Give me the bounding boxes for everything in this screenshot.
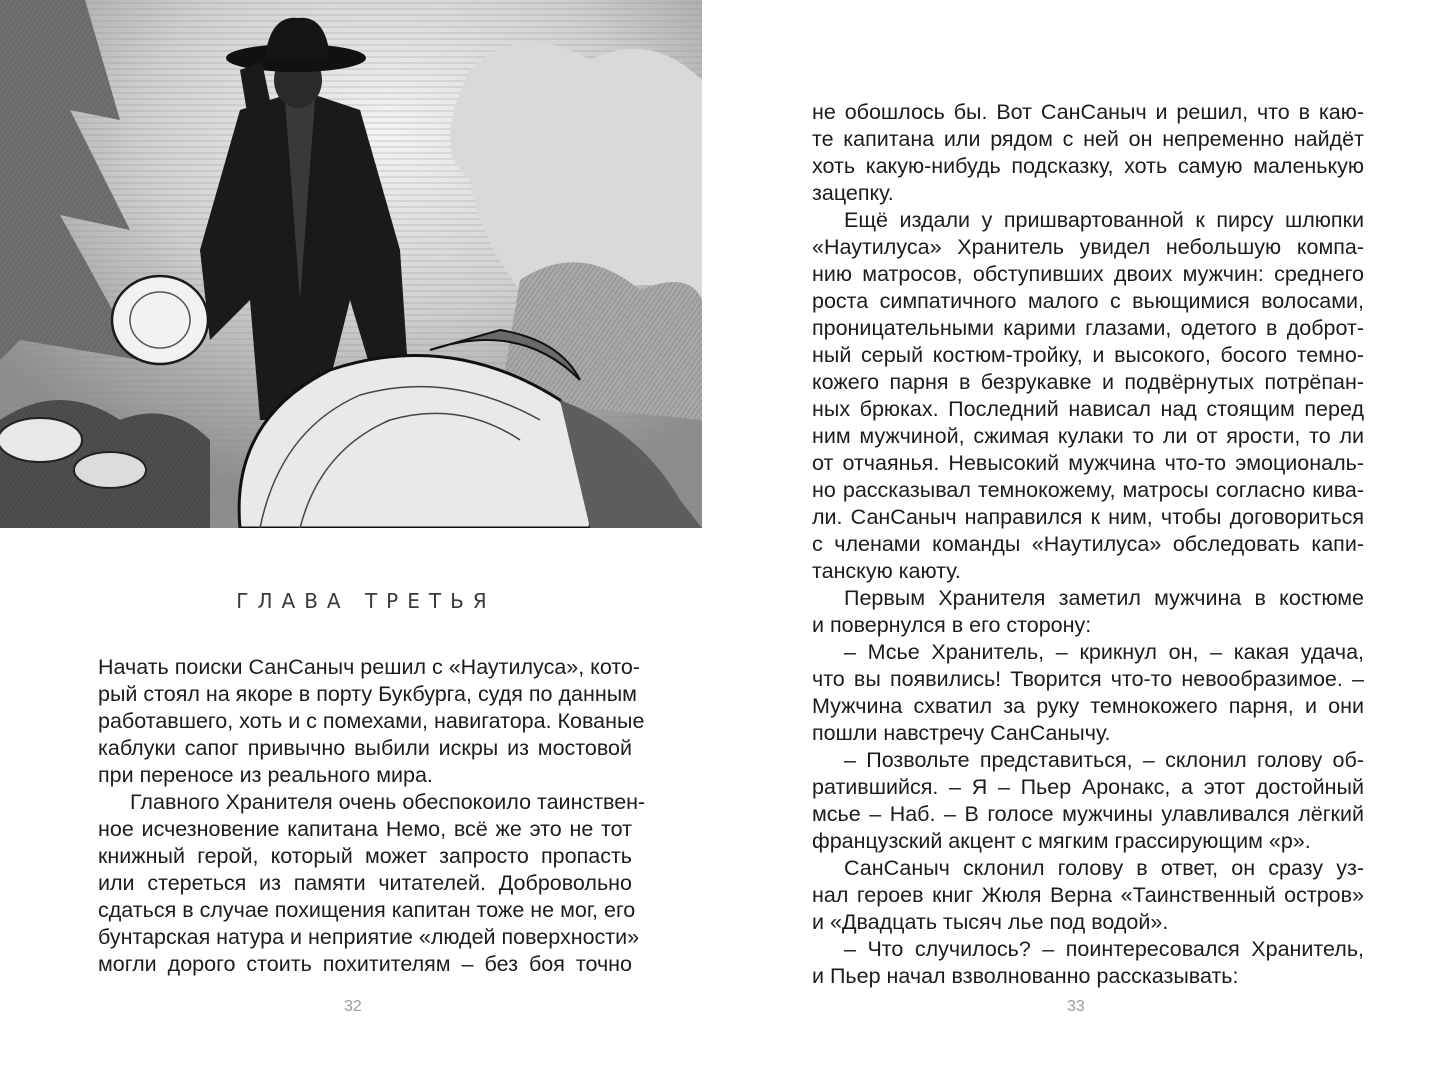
right-page bbox=[720, 0, 1440, 1080]
text-line: ный серый костюм-тройку, и высокого, босого темно- bbox=[812, 343, 1364, 367]
text-line: ное исчезновение капитана Немо, всё же это не тот bbox=[98, 817, 632, 841]
text-line: Мужчина схватил за руку темнокожего парня, и они bbox=[812, 694, 1364, 718]
text-line: от отчаянья. Невысокий мужчина что-то эмоциональ- bbox=[812, 451, 1364, 475]
text-line: работавшего, хоть и с помехами, навигатора. Кованые bbox=[98, 709, 645, 733]
text-line: и повернулся в его сторону: bbox=[812, 613, 1092, 637]
text-line: и «Двадцать тысяч лье под водой». bbox=[812, 910, 1169, 934]
text-line: зацепку. bbox=[812, 181, 894, 205]
text-line: те капитана или рядом с ней он непременно найдёт bbox=[812, 127, 1364, 151]
text-line: танскую каюту. bbox=[812, 559, 961, 583]
text-line: «Наутилуса» Хранитель увидел небольшую компа- bbox=[812, 235, 1364, 259]
text-line: пошли навстречу СанСанычу. bbox=[812, 721, 1111, 745]
text-line: – Что случилось? – поинтересовался Хранитель, bbox=[844, 937, 1364, 961]
text-line: нию матросов, обступивших двоих мужчин: среднего bbox=[812, 262, 1364, 286]
text-line: роста симпатичного малого с вьющимися волосами, bbox=[812, 289, 1364, 313]
chapter-illustration bbox=[0, 0, 702, 528]
text-line: нал героев книг Жюля Верна «Таинственный остров» bbox=[812, 883, 1364, 907]
text-line: что вы появились! Творится что-то невообразимое. – bbox=[812, 667, 1364, 691]
text-line: бунтарская натура и неприятие «людей поверхности» bbox=[98, 925, 640, 949]
chapter-title: ГЛАВА ТРЕТЬЯ bbox=[236, 588, 496, 613]
text-line: СанСаныч склонил голову в ответ, он сразу уз- bbox=[844, 856, 1364, 880]
text-line: Главного Хранителя очень обеспокоило таинствен- bbox=[130, 790, 646, 814]
text-line: проницательными карими глазами, одетого в доброт- bbox=[812, 316, 1364, 340]
text-line: Первым Хранителя заметил мужчина в костюме bbox=[844, 586, 1364, 610]
text-line: каблуки сапог привычно выбили искры из мостовой bbox=[98, 736, 632, 760]
text-line: ним мужчиной, сжимая кулаки то ли от ярости, то ли bbox=[812, 424, 1364, 448]
text-line: ратившийся. – Я – Пьер Аронакс, а этот достойный bbox=[812, 775, 1364, 799]
text-line: могли дорого стоить похитителям – без боя точно bbox=[98, 952, 632, 976]
text-line: хоть какую-нибудь подсказку, хоть самую маленькую bbox=[812, 154, 1364, 178]
text-line: кожего парня в безрукавке и подвёрнутых потрёпан- bbox=[812, 370, 1364, 394]
text-line: – Мсье Хранитель, – крикнул он, – какая удача, bbox=[844, 640, 1364, 664]
text-line: Ещё издали у пришвартованной к пирсу шлюпки bbox=[844, 208, 1364, 232]
left-body-text bbox=[98, 654, 646, 978]
text-line: ли. СанСаныч направился к ним, чтобы договориться bbox=[812, 505, 1364, 529]
page-number-left: 32 bbox=[344, 998, 362, 1015]
text-line: французский акцент с мягким грассирующим «р». bbox=[812, 829, 1311, 853]
text-line: ных брюках. Последний нависал над стоящим перед bbox=[812, 397, 1364, 421]
text-line: при переносе из реального мира. bbox=[98, 763, 433, 787]
text-line: сдаться в случае похищения капитан тоже не мог, его bbox=[98, 898, 636, 922]
text-line: но рассказывал темнокожему, матросы согласно кива- bbox=[812, 478, 1364, 502]
text-line: не обошлось бы. Вот СанСаныч и решил, что в каю- bbox=[812, 100, 1364, 124]
text-line: и Пьер начал взволнованно рассказывать: bbox=[812, 964, 1239, 988]
text-line: книжный герой, который может запросто пропасть bbox=[98, 844, 632, 868]
text-line: – Позвольте представиться, – склонил голову об- bbox=[844, 748, 1364, 772]
text-line: рый стоял на якоре в порту Букбурга, судя по данным bbox=[98, 682, 637, 706]
text-line: или стереться из памяти читателей. Добровольно bbox=[98, 871, 632, 895]
text-line: с членами команды «Наутилуса» обследовать капи- bbox=[812, 532, 1364, 556]
right-body-text bbox=[812, 99, 1364, 990]
text-line: Начать поиски СанСаныч решил с «Наутилуса», кото- bbox=[98, 655, 641, 679]
text-line: мсье – Наб. – В голосе мужчины улавливался лёгкий bbox=[812, 802, 1364, 826]
page-number-right: 33 bbox=[1067, 998, 1085, 1015]
